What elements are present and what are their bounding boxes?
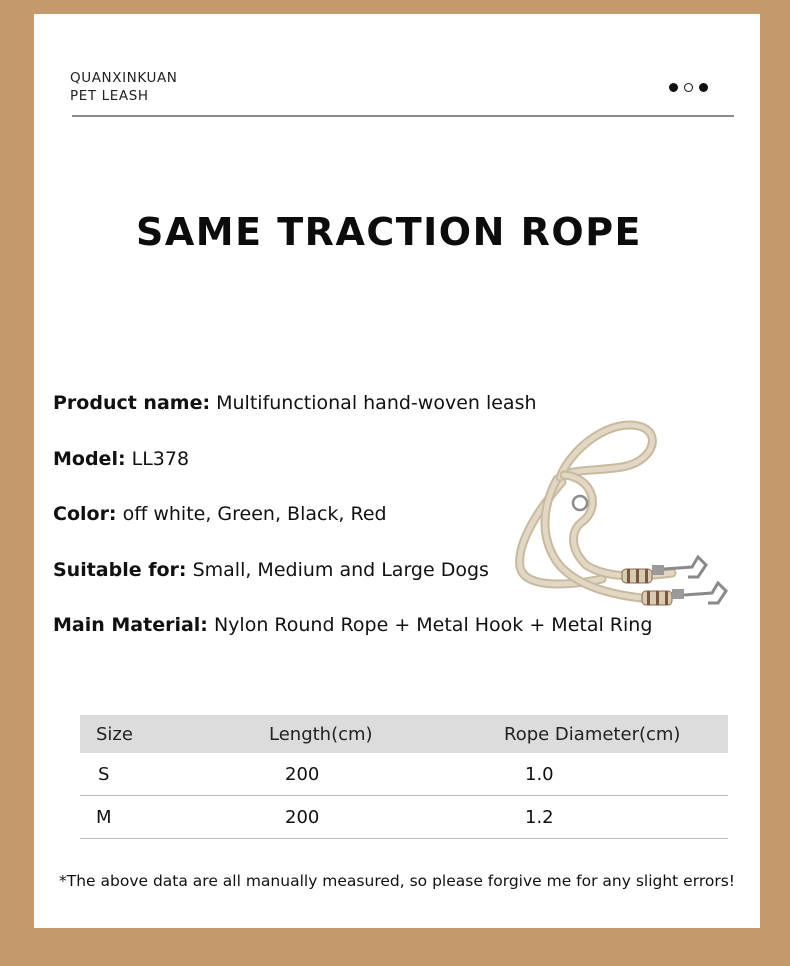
spec-label: Product name: — [53, 392, 211, 414]
dot-icon — [669, 83, 678, 92]
hollow-dot-icon — [684, 83, 693, 92]
product-card — [34, 14, 760, 928]
spec-label: Color: — [53, 503, 117, 525]
column-header-size: Size — [80, 715, 269, 753]
measurement-note: *The above data are all manually measured, so please forgive me for any slight errors! — [59, 872, 735, 890]
spec-value: Nylon Round Rope + Metal Hook + Metal Ring — [213, 614, 653, 636]
cell-rope-diameter: 1.2 — [504, 796, 728, 839]
spec-product-name — [53, 392, 537, 414]
spec-label: Main Material: — [53, 614, 208, 636]
header-divider — [72, 115, 734, 117]
spec-label: Model: — [53, 448, 126, 470]
cell-length: 200 — [269, 753, 504, 796]
spec-model — [53, 448, 189, 470]
dot-icon — [699, 83, 708, 92]
spec-color — [53, 503, 387, 525]
cell-size: S — [80, 753, 269, 796]
spec-value: Small, Medium and Large Dogs — [192, 559, 489, 581]
cell-length: 200 — [269, 796, 504, 839]
page-title: SAME TRACTION ROPE — [135, 210, 643, 254]
column-header-length: Length(cm) — [269, 715, 504, 753]
leash-product-image — [502, 407, 734, 627]
cell-size: M — [80, 796, 269, 839]
table-row — [80, 753, 728, 796]
spec-suitable-for — [53, 559, 489, 581]
spec-value: off white, Green, Black, Red — [122, 503, 387, 525]
decorative-dots — [669, 83, 708, 92]
brand-block — [70, 69, 177, 105]
brand-name: QUANXINKUAN — [70, 70, 178, 86]
column-header-rope-diameter: Rope Diameter(cm) — [504, 715, 728, 753]
spec-value: LL378 — [131, 448, 190, 470]
spec-label: Suitable for: — [53, 559, 187, 581]
table-header-row — [80, 715, 728, 753]
cell-rope-diameter: 1.0 — [504, 753, 728, 796]
table-row — [80, 796, 728, 839]
size-table — [80, 715, 728, 839]
spec-value: Multifunctional hand-woven leash — [216, 392, 537, 414]
brand-subtitle: PET LEASH — [70, 88, 149, 104]
